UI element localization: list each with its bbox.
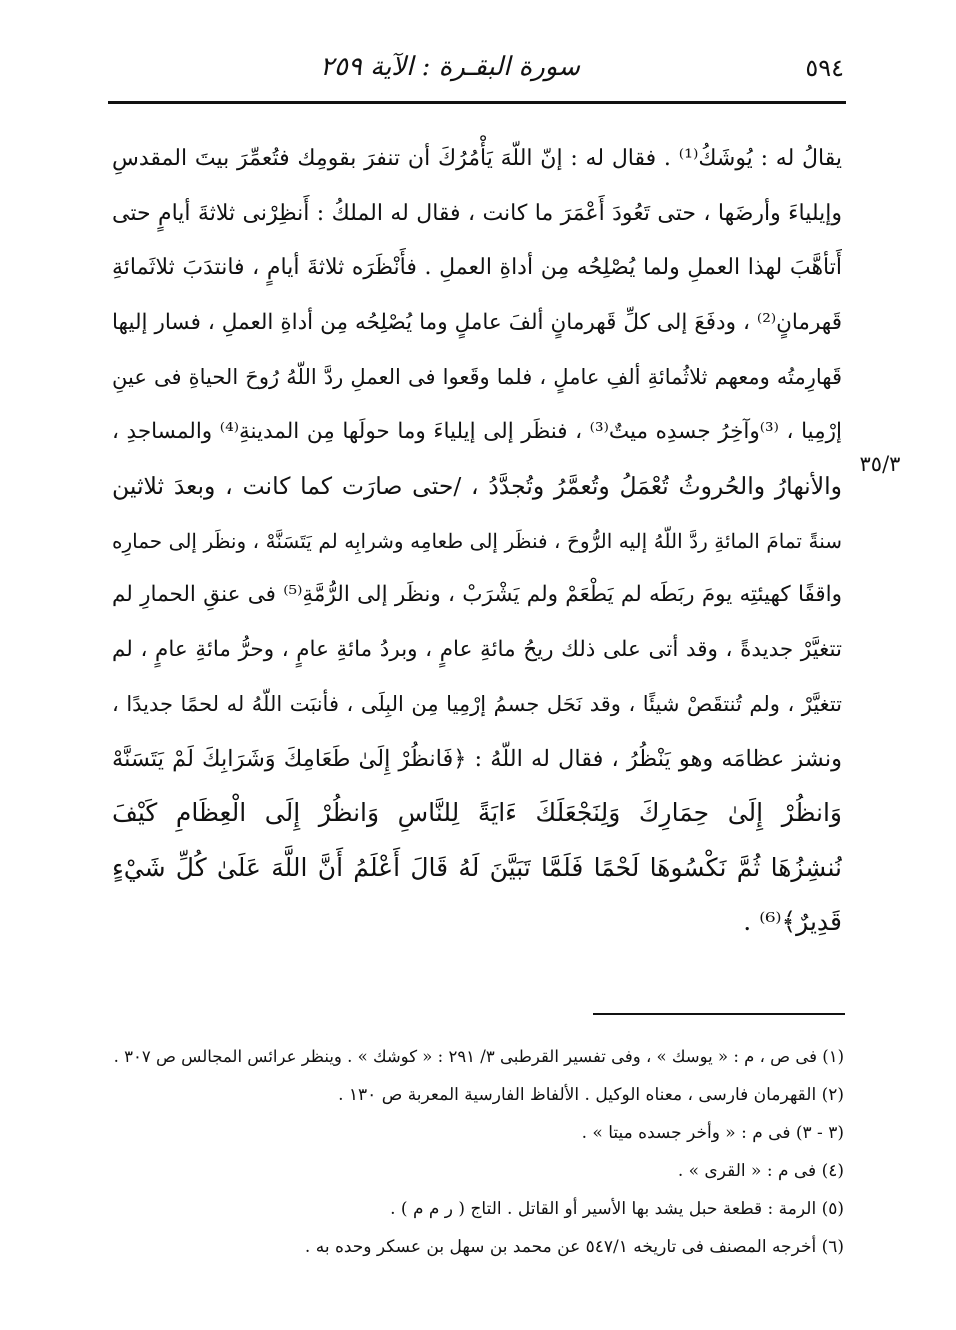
quran-verse-line: قَدِيرٌ﴾⁽⁶⁾ .	[743, 907, 842, 936]
footnote: (٣ - ٣) فى م : « وأخر جسده ميتا » .	[581, 1123, 844, 1143]
body-line: إرْمِيا ، ⁽³⁾وآخِرُ جسدِه ميتٌ⁽³⁾ ، فنظَر إلى إيلياءَ وما حولَها مِن المدينةِ⁽⁴⁾ والمساجدِ ،	[112, 418, 842, 444]
running-header: سورة البقـرة : الآية ٢٥٩	[319, 52, 581, 82]
body-text	[112, 132, 842, 950]
footnote: (١) فى ص ، م : « يوسك » ، وفى تفسير القرطبى ٣/ ٢٩١ : « كوشك » . وينظر عرائس المجالس ص ٣٠٧ .	[113, 1047, 844, 1066]
quran-verse-line: نُنشِزُهَا ثُمَّ نَكْسُوهَا لَحْمًا فَلَمَّا تَبَيَّنَ لَهُ قَالَ أَعْلَمُ أَنَّ اللَّهَ عَلَىٰ كُلِّ شَيْءٍ	[112, 852, 842, 882]
body-line: قَهرمانٍ⁽²⁾ ، ودفَعَ إلى كلِّ قَهرمانٍ ألفَ عاملٍ وما يُصْلِحُه مِن أداةِ العملِ ، فسار إليها	[112, 309, 842, 335]
footnote: (٢) القهرمان فارسى ، معناه الوكيل . الألفاظ الفارسية المعربة ص ١٣٠ .	[338, 1085, 844, 1105]
body-line: واقفًا كهيئتِه يومَ ربَطَه لم يَطْعَمْ ولم يَشْرَبْ ، ونظَر إلى الرُّمَّةِ⁽⁵⁾ فى عنقِ الحمارِ لم	[112, 582, 842, 607]
body-line: وإيلياءَ وأرضَها ، حتى تَعُودَ أَعْمَرَ ما كانت ، فقال له الملكُ : أَنظِرْنى ثلاثةَ أيامٍ حتى	[112, 200, 842, 226]
body-line: قَهارِمتُه ومعهم ثلاثُمائةِ ألفِ عاملٍ ، فلما وقَعوا فى العملِ ردَّ اللّهُ رُوحَ الحياةِ فى عينِ	[112, 365, 842, 389]
margin-reference: ٣٥/٣	[859, 452, 901, 476]
footnote: (٦) أخرجه المصنف فى تاريخه ٥٤٧/١ عن محمد بن سهل بن عسكر وحده به .	[304, 1237, 844, 1257]
body-line: أَتأهَّبَ لهذا العملِ ولما يُصْلِحُه مِن أداةِ العملِ . فأَنْظَرَه ثلاثةَ أيامٍ ، فانتدَبَ ثلاثَمائةِ	[112, 255, 842, 280]
body-line: يقالُ له : يُوشَكُ⁽¹⁾ . فقال له : إنّ اللّهَ يَأْمُرُكَ أن تنفرَ بقومِك فتُعمِّرَ بيتَ المقدسِ	[112, 146, 842, 171]
body-line: ونشز عظامَه وهو يَنْظُرُ ، فقال له اللّهُ : ﴿فَانظُرْ إِلَىٰ طَعَامِكَ وَشَرَابِكَ لَمْ يَتَسَنَّهْ	[112, 745, 842, 772]
page-number: ٥٩٤	[805, 54, 844, 82]
body-line: تتغيَّرْ جديدةً ، وقد أتى على ذلك ريحُ مائةِ عامٍ ، وبردُ مائةِ عامٍ ، وحرُّ مائةِ عامٍ ، لم	[112, 636, 842, 662]
quran-verse-line: وَانظُرْ إِلَىٰ حِمَارِكَ وَلِنَجْعَلَكَ ءَايَةً لِلنَّاسِ وَانظُرْ إِلَى الْعِظَامِ كَيْفَ	[112, 798, 842, 827]
body-line: والأنهارُ والحُروثُ تُعْمَلُ وتُعمَّرُ وتُجدَّدُ ، /حتى صارَت كما كانت ، وبعدَ ثلاثين	[112, 472, 842, 500]
footnote: (٥) الرمة : قطعة حبل يشد بها الأسير أو القاتل . التاج ( ر م م ) .	[390, 1199, 844, 1219]
header-rule	[108, 101, 846, 104]
body-line: سنةً تمامَ المائةِ ردَّ اللّهُ إليه الرُّوحَ ، فنظَر إلى طعامِه وشرابِه لم يَتَسَنَّهْ ، ونظَر إلى حمارِه	[112, 528, 842, 553]
footnote-rule	[593, 1013, 845, 1015]
body-line: تتغيَّرْ ، ولم تُنتقَصْ شيئًا ، وقد نَحَل جسمُ إرْمِيا مِن البِلَى ، فأنبَت اللّهُ له لحمًا جديدًا ،	[112, 692, 842, 716]
footnotes	[112, 1038, 844, 1266]
footnote: (٤) فى م : « القرى » .	[677, 1161, 844, 1181]
